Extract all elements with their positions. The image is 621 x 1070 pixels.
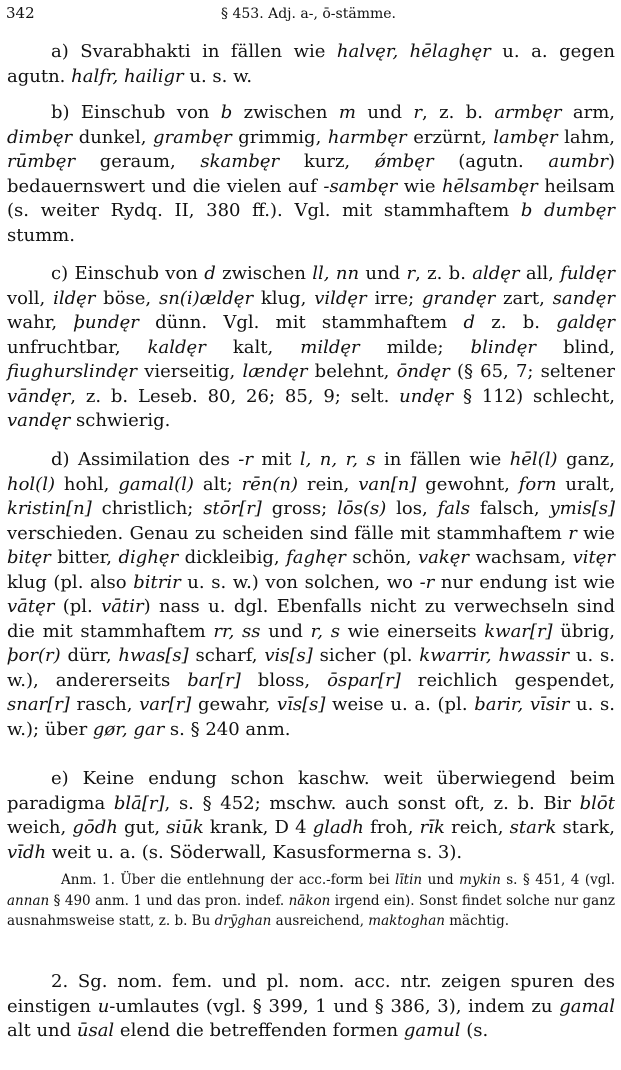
paragraph-d: d) Assimilation des -r mit l, n, r, s in fällen wie hēl(l) ganz, hol(l) hohl, gamal(l) alt; rēn(n) rein, van[n] gewohnt, forn uralt, kristin[n] christlich; stōr[r] gross; lōs(s) los, fals falsch, ymis[s] verschieden. Genau zu scheiden sind fälle mit stammhaftem r wie bitęr bitter, dighęr dickleibig, faghęr schön, vakęr wachsam, vitęr klug (pl. also bitrir u. s. w.) von solchen, wo -r nur endung ist wie vātęr (pl. vātir) nass u. dgl. Ebenfalls nicht zu verwechseln sind die mit stammhaftem rr, ss und r, s wie einerseits kwar[r] übrig, þor(r) dürr, hwas[s] scharf, vis[s] sicher (pl. kwarrir, hwassir u. s. w.), andererseits bar[r] bloss, ōspar[r] reichlich gespendet, snar[r] rasch, var[r] gewahr, vīs[s] weise u. a. (pl. barir, vīsir u. s. w.); über gør, gar s. § 240 anm. [7,449,616,740]
paragraph-e: e) Keine endung schon kaschw. weit überwiegend beim paradigma blā[r], s. § 452; mschw. auch sonst oft, z. b. Bir blōt weich, gōdh gut, siūk krank, D 4 gladh froh, rīk reich, stark stark, vīdh weit u. a. (s. Söderwall, Kasusformerna s. 3). [7,768,616,863]
paragraph-a: a) Svarabhakti in fällen wie halvęr, hēlaghęr u. a. gegen agutn. halfr, hailigr u. s. w. [7,41,616,87]
running-title: § 453. Adj. a-, ō-stämme. [221,6,396,22]
page-header [6,4,611,28]
page-number: 342 [6,4,35,22]
section-2-paragraph: 2. Sg. nom. fem. und pl. nom. acc. ntr. zeigen spuren des einstigen u-umlautes (vgl. § 399, 1 und § 386, 3), indem zu gamal alt und ūsal elend die betreffenden formen gamul (s. [7,971,615,1041]
annotation-note: Anm. 1. Über die entlehnung der acc.-form bei lītin und mykin s. § 451, 4 (vgl. annan § 490 anm. 1 und das pron. indef. nākon irgend ein). Sonst findet solche nur ganz ausnahmsweise statt, z. b. Bu drȳghan ausreichend, maktoghan mächtig. [7,872,615,929]
paragraph-b: b) Einschub von b zwischen m und r, z. b. armbęr arm, dimbęr dunkel, grambęr grimmig, harmbęr erzürnt, lambęr lahm, rūmbęr geraum, skambęr kurz, ǿmbęr (agutn. aumbr) bedauernswert und die vielen auf -sambęr wie hēlsambęr heilsam (s. weiter Rydq. II, 380 ff.). Vgl. mit stammhaftem b dumbęr stumm. [7,102,616,246]
paragraph-c: c) Einschub von d zwischen ll, nn und r, z. b. aldęr all, fuldęr voll, ildęr böse, sn(i)ældęr klug, vildęr irre; grandęr zart, sandęr wahr, þundęr dünn. Vgl. mit stammhaftem d z. b. galdęr unfruchtbar, kaldęr kalt, mildęr milde; blindęr blind, fiughurslindęr vierseitig, lændęr belehnt, ōndęr (§ 65, 7; seltener vāndęr, z. b. Leseb. 80, 26; 85, 9; selt. undęr § 112) schlecht, vandęr schwierig. [7,263,616,431]
